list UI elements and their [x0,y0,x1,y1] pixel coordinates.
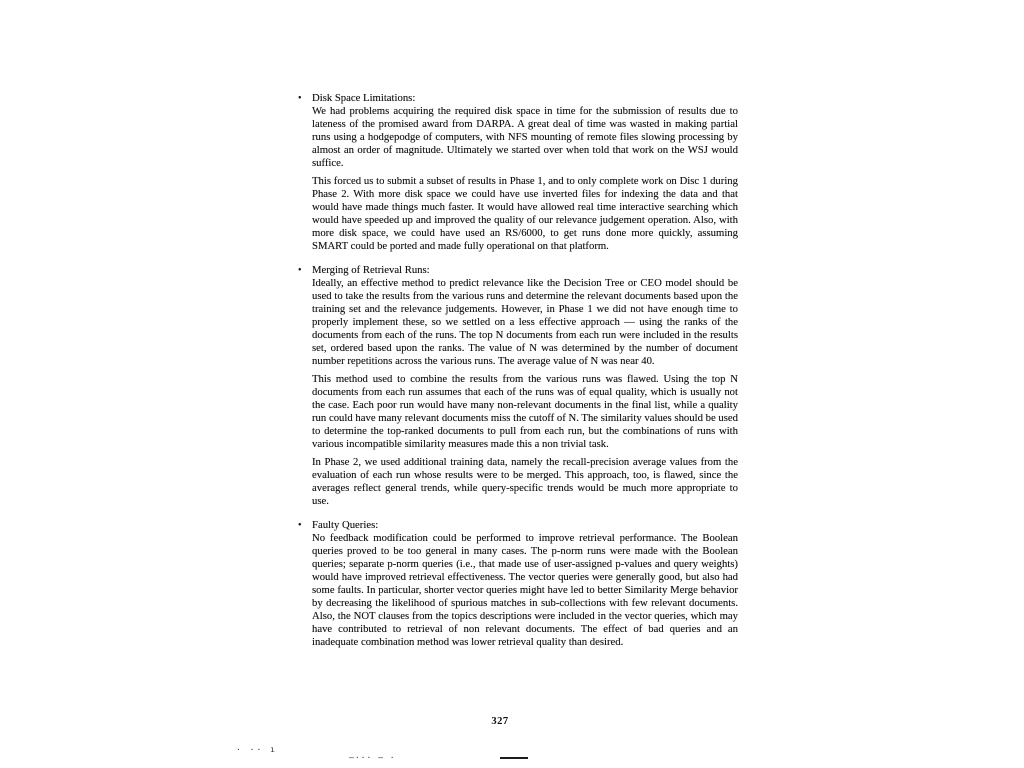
paragraph-merging-2: This method used to combine the results from the various runs was flawed. Using the top N documents from each run assumes that each of the runs was of equal quality, which is usually not the case. Each poor run would have many non-relevant documents in the final list, while a quality run could have many relevant documents miss the cutoff of N. The similarity values should be used to determine the top-ranked documents to pull from each run, but the combinations of runs with various incompatible similarity measures made this a non trivial task. [312,373,738,450]
bullet-item-faulty-queries [298,519,738,649]
paragraph-merging-1: Ideally, an effective method to predict relevance like the Decision Tree or CEO model should be used to take the results from the various runs and determine the relevant documents based upon the training set and the relevance judgements. However, in Phase 1 we did not have enough time to properly implement these, so we settled on a less effective approach — using the ranks of the documents from each of the runs. The top N documents from each run were included in the results set, ordered based upon the ranks. The value of N was determined by the number of document number repetitions across the various runs. The average value of N was near 40. [312,277,738,367]
document-body [298,92,738,649]
page-number: 327 [491,716,509,727]
paragraph-merging-3: In Phase 2, we used additional training data, namely the recall-precision average values from the evaluation of each run whose results were to be merged. This approach, too, is flawed, since the averages reflect general trends, while query-specific trends would be much more appropriate to use. [312,456,738,507]
paragraph-disk-space-2: This forced us to submit a subset of results in Phase 1, and to only complete work on Disc 1 during Phase 2. With more disk space we could have use inverted files for indexing the data and that would have made things much faster. It would have allowed real time interactive searching which would have speeded up and improved the quality of our relevance judgement operation. Also, with more disk space, we could have used an RS/6000, to get runs done more quickly, assuming SMART could be ported and made fully operational on that platform. [312,175,738,252]
scan-artifact-left: · ·· ı [236,745,277,754]
paragraph-disk-space-1: We had problems acquiring the required disk space in time for the submission of results due to lateness of the promised award from DARPA. A great deal of time was wasted in making partial runs using a hodgepodge of computers, with NFS mounting of remote files slowing processing by almost an order of magnitude. Ultimately we started over when told that work on the WSJ would suffice. [312,105,738,169]
item-title-faulty-queries: Faulty Queries: [312,519,379,531]
bullet-icon: • [298,93,302,104]
bullet-icon: • [298,265,302,276]
bullet-icon: • [298,520,302,531]
bullet-item-disk-space-limitations [298,92,738,253]
footer-rule-line [500,757,528,759]
scan-artifact-right: –··· – · [349,753,396,762]
paragraph-faulty-queries-1: No feedback modification could be performed to improve retrieval performance. The Boolean queries proved to be too general in many cases. The p-norm runs were made with the Boolean queries; separate p-norm queries (i.e., that made use of user-assigned p-values and query weights) would have improved retrieval effectiveness. The vector queries were generally good, but also had some faults. In particular, shorter vector queries might have led to better Similarity Merge behavior by decreasing the likelihood of spurious matches in sub-collections with few relevant documents. Also, the NOT clauses from the topics descriptions were included in the vector queries, which may have contributed to retrieval of non relevant documents. The effect of bad queries and an inadequate combination method was lower retrieval quality than desired. [312,532,738,648]
bullet-item-merging-retrieval-runs [298,264,738,508]
item-title-merging-retrieval-runs: Merging of Retrieval Runs: [312,264,430,276]
item-title-disk-space-limitations: Disk Space Limitations: [312,92,416,104]
